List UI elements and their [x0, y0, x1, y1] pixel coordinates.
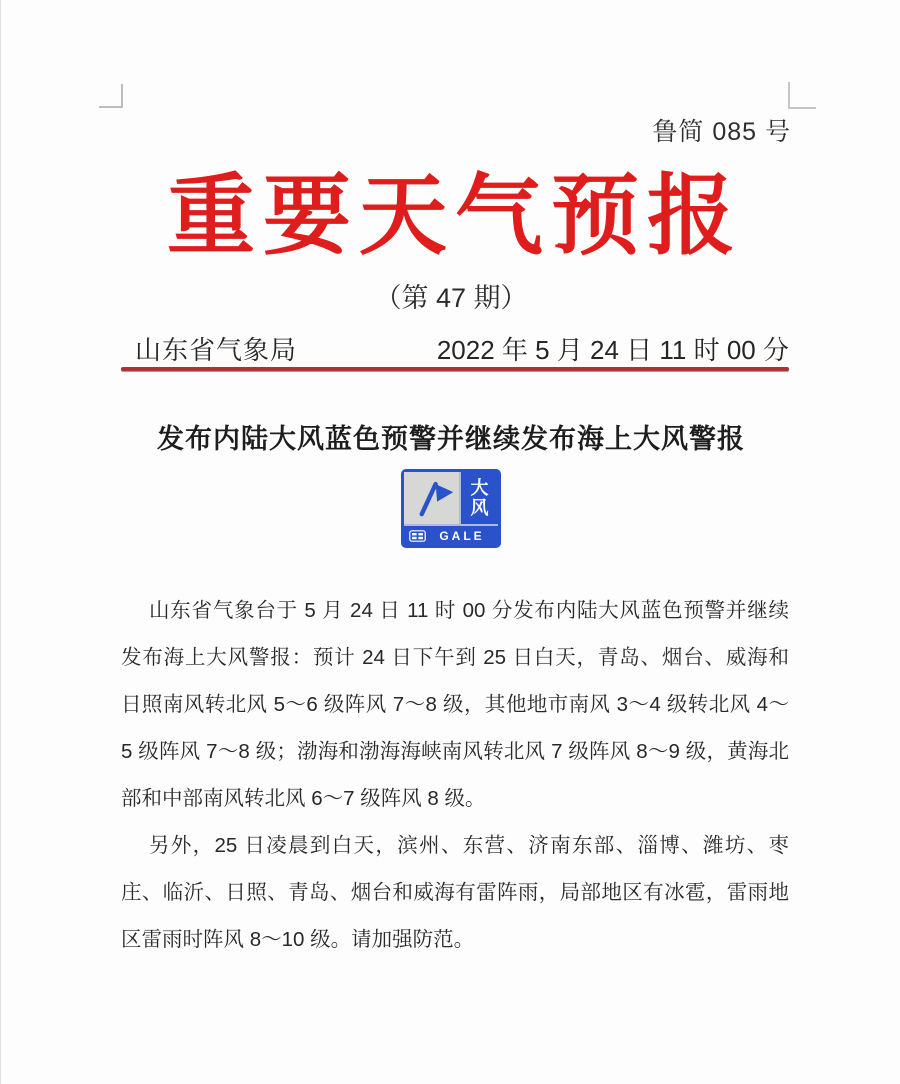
gale-warning-icon-grid: [404, 472, 498, 545]
wind-flag-icon: [404, 472, 459, 524]
gale-cn-char-bottom: 风: [470, 498, 489, 518]
body-line: 山东省气象台于 5 月 24 日 11 时 00 分发布内陆大风蓝色预警并继续: [149, 599, 789, 622]
body-text: [121, 587, 789, 963]
gale-warning-icon: [401, 469, 501, 548]
red-divider-rule: [121, 367, 789, 371]
corner-mark-left: [99, 84, 123, 108]
gale-en-label: GALE: [439, 528, 485, 543]
page-title: 重要天气预报: [166, 166, 743, 265]
body-line: 部和中部南风转北风 6～7 级阵风 8 级。: [121, 787, 486, 810]
body-line: 发布海上大风警报：预计 24 日下午到 25 日白天，青岛、烟台、威海和: [121, 646, 789, 669]
issue-datetime: 2022 年 5 月 24 日 11 时 00 分: [436, 335, 789, 365]
corner-mark-right: [788, 82, 816, 109]
headline: 发布内陆大风蓝色预警并继续发布海上大风警报: [157, 424, 745, 454]
body-line: 另外，25 日凌晨到白天，滨州、东营、济南东部、淄博、潍坊、枣: [149, 834, 789, 857]
issue-number: （第 47 期）: [374, 283, 528, 313]
body-line: 5 级阵风 7～8 级；渤海和渤海海峡南风转北风 7 级阵风 8～9 级，黄海北: [121, 740, 789, 763]
meta-row: [121, 330, 789, 367]
gale-cn-char-top: 大: [470, 478, 489, 498]
warning-signal-emblem-icon: [409, 530, 426, 542]
doc-number: 鲁简 085 号: [652, 118, 791, 146]
body-line: 日照南风转北风 5～6 级阵风 7～8 级，其他地市南风 3～4 级转北风 4～: [121, 693, 789, 716]
body-line: 庄、临沂、日照、青岛、烟台和威海有雷阵雨，局部地区有冰雹，雷雨地: [121, 881, 789, 904]
gale-cn-label: [461, 472, 498, 524]
gale-icon-bottom-strip: [404, 526, 498, 545]
agency-name: 山东省气象局: [135, 335, 298, 365]
body-line: 区雷雨时阵风 8～10 级。请加强防范。: [121, 928, 475, 951]
